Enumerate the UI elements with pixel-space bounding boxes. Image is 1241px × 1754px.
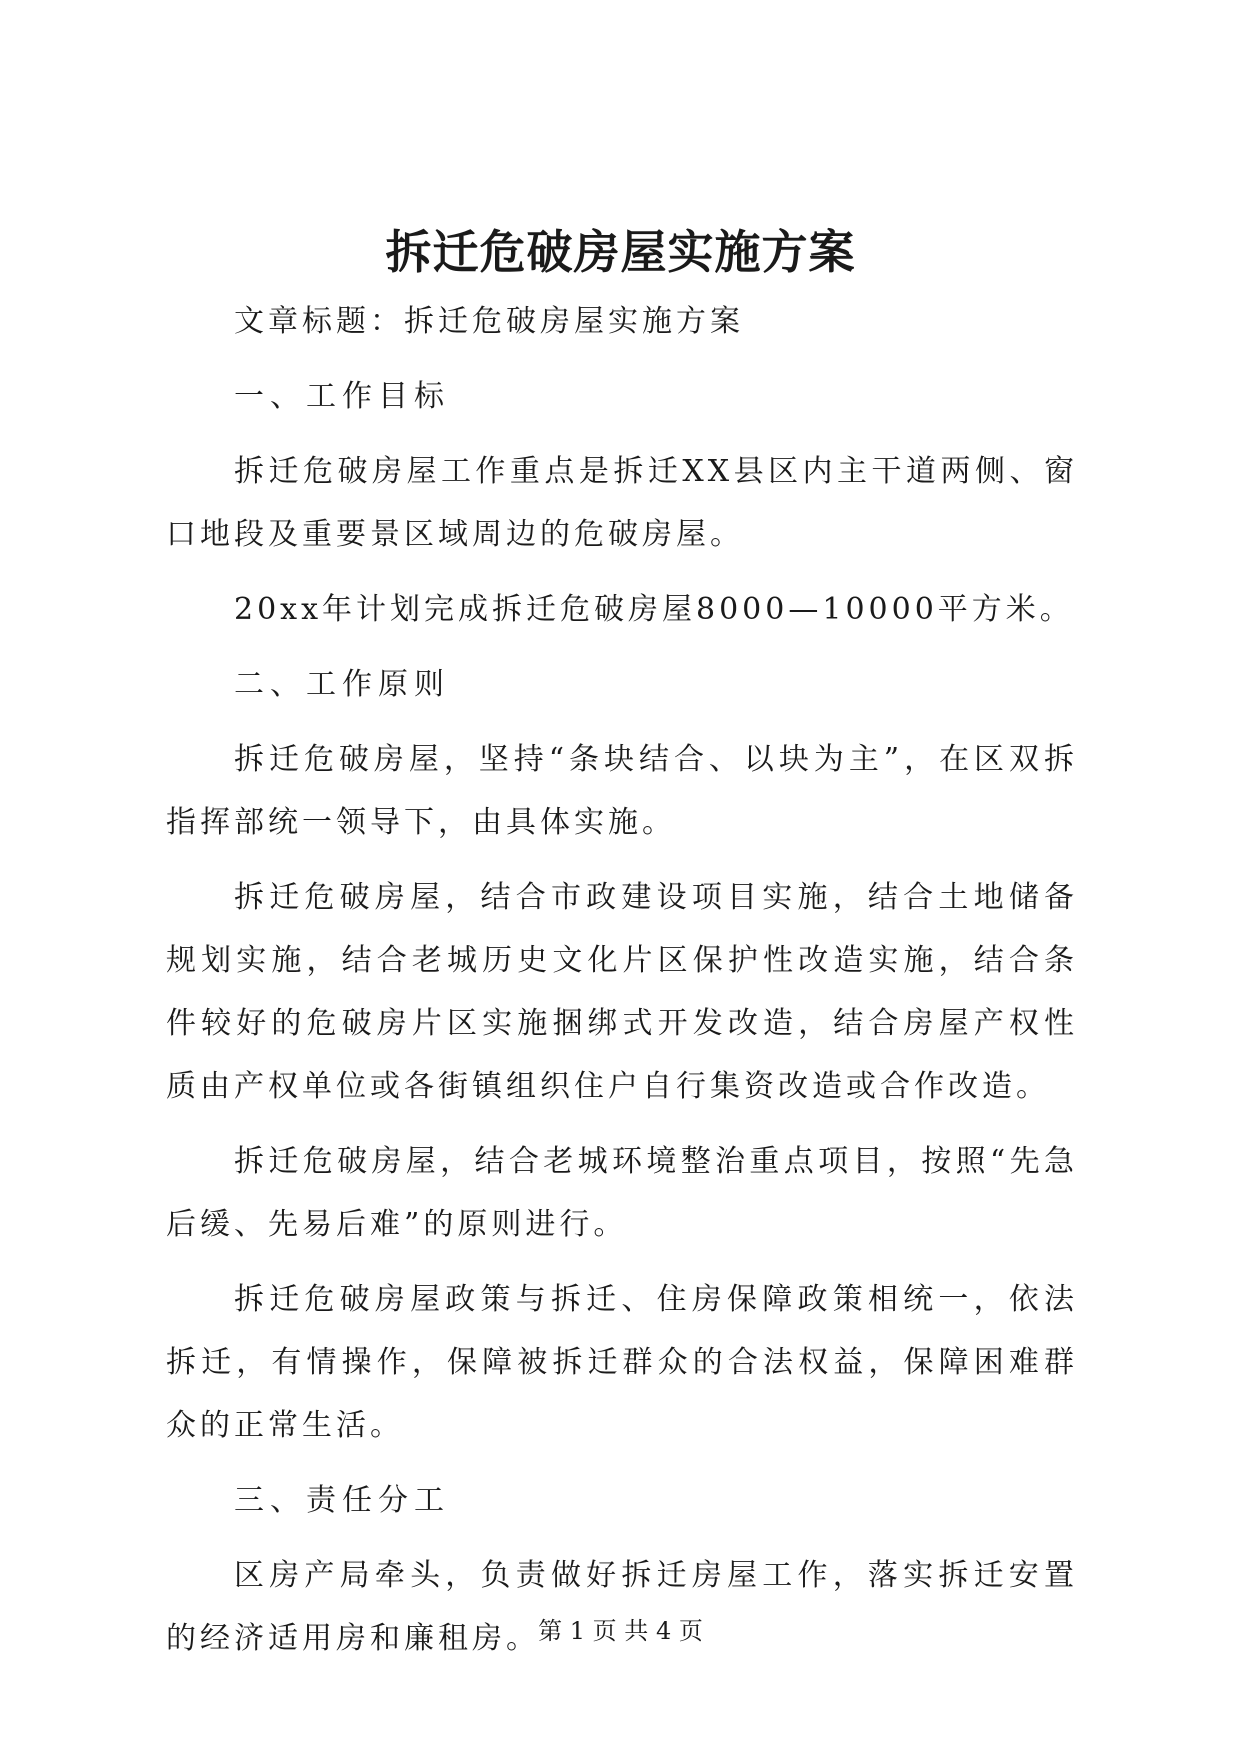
paragraph: 20xx年计划完成拆迁危破房屋8000—10000平方米。	[234, 592, 1074, 627]
section-heading-goals: 一、工作目标	[234, 379, 450, 414]
paragraph: 拆迁危破房屋，结合市政建设项目实施，结合土地储备规划实施，结合老城历史文化片区保护性改造实施，结合条件较好的危破房片区实施捆绑式开发改造，结合房屋产权性质由产权单位或各街镇组织住户自行集资改造或合作改造。	[166, 880, 1078, 1104]
section-heading-principles: 二、工作原则	[234, 667, 450, 702]
page-number-footer: 第 1 页 共 4 页	[538, 1617, 703, 1645]
paragraph: 拆迁危破房屋政策与拆迁、住房保障政策相统一，依法拆迁，有情操作，保障被拆迁群众的合法权益，保障困难群众的正常生活。	[166, 1282, 1078, 1443]
paragraph: 拆迁危破房屋，坚持“条块结合、以块为主”，在区双拆指挥部统一领导下，由具体实施。	[166, 742, 1078, 840]
paragraph: 区房产局牵头，负责做好拆迁房屋工作，落实拆迁安置的经济适用房和廉租房。	[166, 1558, 1078, 1656]
document-title: 拆迁危破房屋实施方案	[385, 225, 856, 279]
section-heading-responsibilities: 三、责任分工	[234, 1483, 450, 1518]
article-title-line: 文章标题：拆迁危破房屋实施方案	[234, 304, 744, 339]
document-body	[166, 290, 1078, 1682]
paragraph: 拆迁危破房屋工作重点是拆迁XX县区内主干道两侧、窗口地段及重要景区域周边的危破房屋。	[166, 454, 1078, 552]
paragraph: 拆迁危破房屋，结合老城环境整治重点项目，按照“先急后缓、先易后难”的原则进行。	[166, 1144, 1078, 1242]
